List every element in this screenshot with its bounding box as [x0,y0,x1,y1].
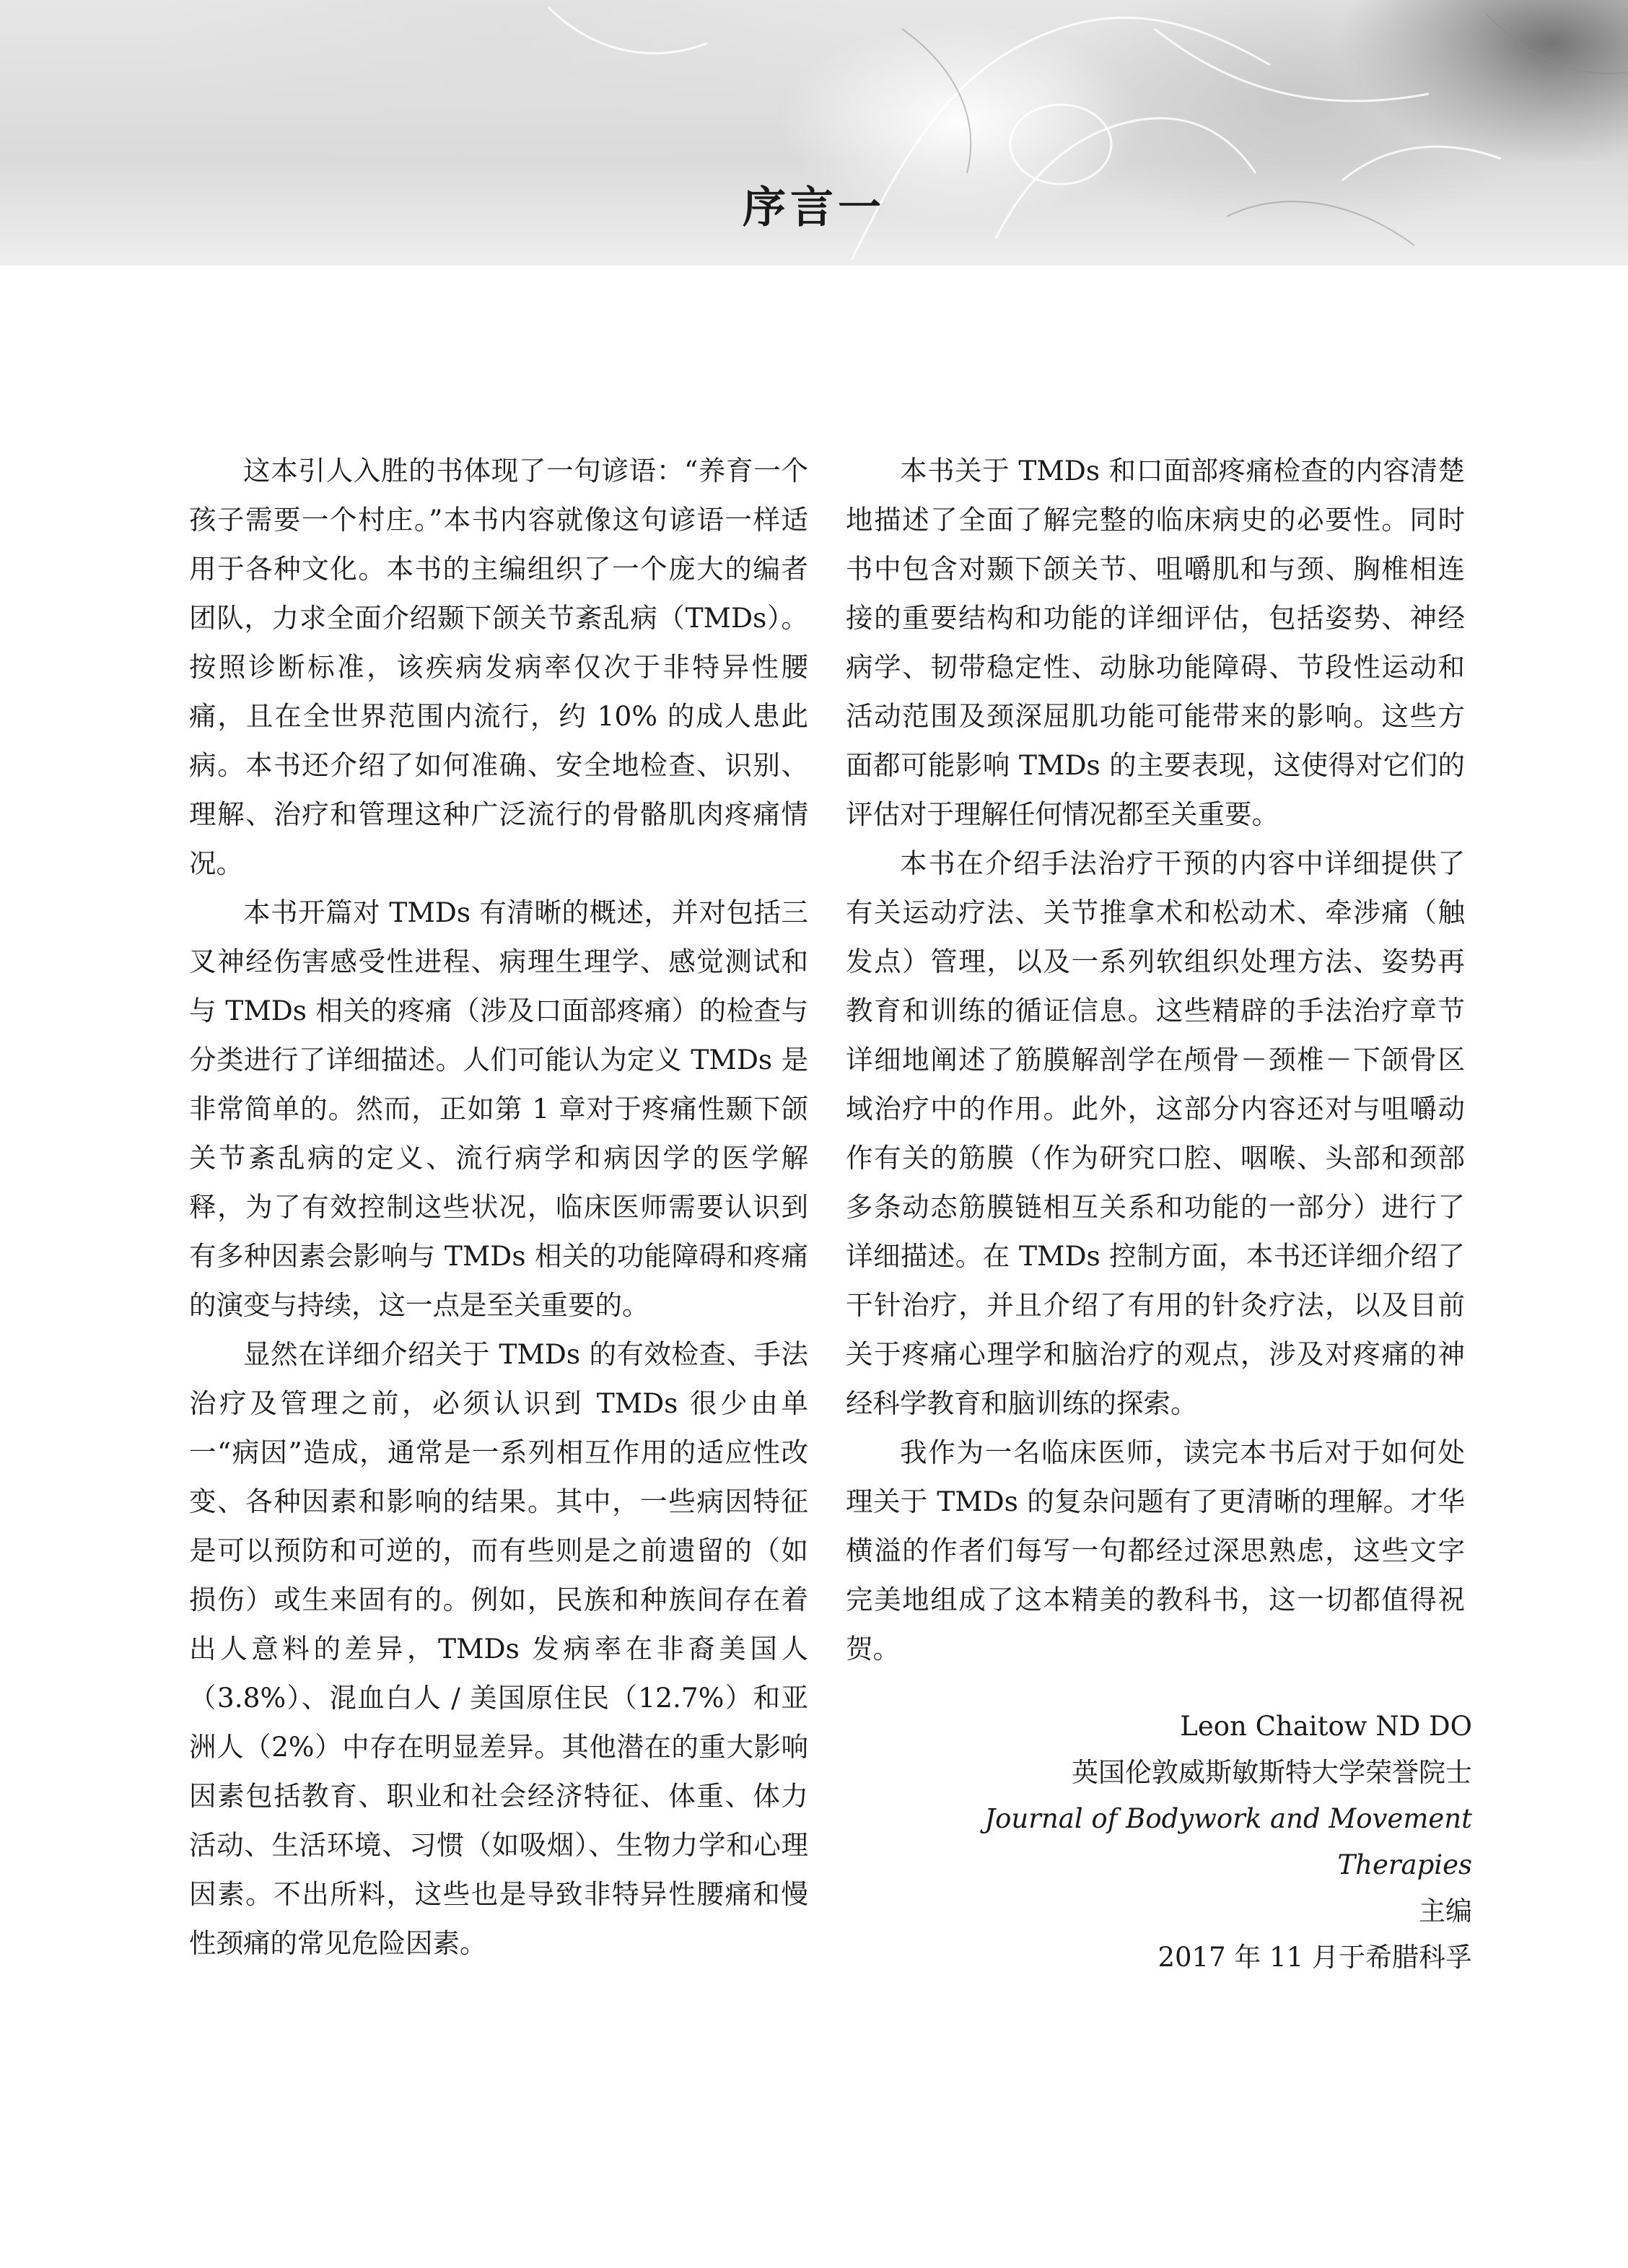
paragraph: 我作为一名临床医师，读完本书后对于如何处理关于 TMDs 的复杂问题有了更清晰的理解。才华横溢的作者们每写一句都经过深思熟虑，这些文字完美地组成了这本精美的教科书，这一切都值得祝贺。 [846,1436,1465,1665]
right-column [846,446,1465,1673]
paragraph: 本书在介绍手法治疗干预的内容中详细提供了有关运动疗法、关节推拿术和松动术、牵涉痛（触发点）管理，以及一系列软组织处理方法、姿势再教育和训练的循证信息。这些精辟的手法治疗章节详细地阐述了筋膜解剖学在颅骨－颈椎－下颌骨区域治疗中的作用。此外，这部分内容还对与咀嚼动作有关的筋膜（作为研究口腔、咽喉、头部和颈部多条动态筋膜链相互关系和功能的一部分）进行了详细描述。在 TMDs 控制方面，本书还详细介绍了干针治疗，并且介绍了有用的针灸疗法，以及目前关于疼痛心理学和脑治疗的观点，涉及对疼痛的神经科学教育和脑训练的探索。 [846,847,1465,1419]
paragraph: 显然在详细介绍关于 TMDs 的有效检查、手法治疗及管理之前，必须认识到 TMDs 很少由单一“病因”造成，通常是一系列相互作用的适应性改变、各种因素和影响的结果。其中，一些病因特征是可以预防和可逆的，而有些则是之前遗留的（如损伤）或生来固有的。例如，民族和种族间存在着出人意料的差异，TMDs 发病率在非裔美国人（3.8%）、混血白人 / 美国原住民（12.7%）和亚洲人（2%）中存在明显差异。其他潜在的重大影响因素包括教育、职业和社会经济特征、体重、体力活动、生活环境、习惯（如吸烟）、生物力学和心理因素。不出所料，这些也是导致非特异性腰痛和慢性颈痛的常见危险因素。 [189,1338,808,1959]
left-column [189,446,808,1968]
header-banner [0,0,1628,266]
journal-name: Journal of Bodywork and Movement Therapies [984,1803,1472,1880]
paragraph: 本书开篇对 TMDs 有清晰的概述，并对包括三叉神经伤害感受性进程、病理生理学、感觉测试和与 TMDs 相关的疼痛（涉及口面部疼痛）的检查与分类进行了详细描述。人们可能认为定义 TMDs 是非常简单的。然而，正如第 1 章对于疼痛性颞下颌关节紊乱病的定义、流行病学和病因学的医学解释，为了有效控制这些状况，临床医师需要认识到有多种因素会影响与 TMDs 相关的功能障碍和疼痛的演变与持续，这一点是至关重要的。 [189,897,808,1321]
author-affiliation: 英国伦敦威斯敏斯特大学荣誉院士 [1072,1757,1472,1788]
paragraph: 本书关于 TMDs 和口面部疼痛检查的内容清楚地描述了全面了解完整的临床病史的必要性。同时书中包含对颞下颌关节、咀嚼肌和与颈、胸椎相连接的重要结构和功能的详细评估，包括姿势、神经病学、韧带稳定性、动脉功能障碍、节段性运动和活动范围及颈深屈肌功能可能带来的影响。这些方面都可能影响 TMDs 的主要表现，这使得对它们的评估对于理解任何情况都至关重要。 [846,455,1465,830]
author-name: Leon Chaitow ND DO [1180,1711,1472,1742]
signature-date: 2017 年 11 月于希腊科孚 [1157,1942,1472,1973]
page-title: 序言一 [743,183,885,233]
paragraph: 这本引人入胜的书体现了一句谚语：“养育一个孩子需要一个村庄。”本书内容就像这句谚语一样适用于各种文化。本书的主编组织了一个庞大的编者团队，力求全面介绍颞下颌关节紊乱病（TMDs）。按照诊断标准，该疾病发病率仅次于非特异性腰痛，且在全世界范围内流行，约 10% 的成人患此病。本书还介绍了如何准确、安全地检查、识别、理解、治疗和管理这种广泛流行的骨骼肌肉疼痛情况。 [189,455,808,879]
author-role: 主编 [1419,1896,1472,1927]
signature-block [846,1704,1472,1981]
